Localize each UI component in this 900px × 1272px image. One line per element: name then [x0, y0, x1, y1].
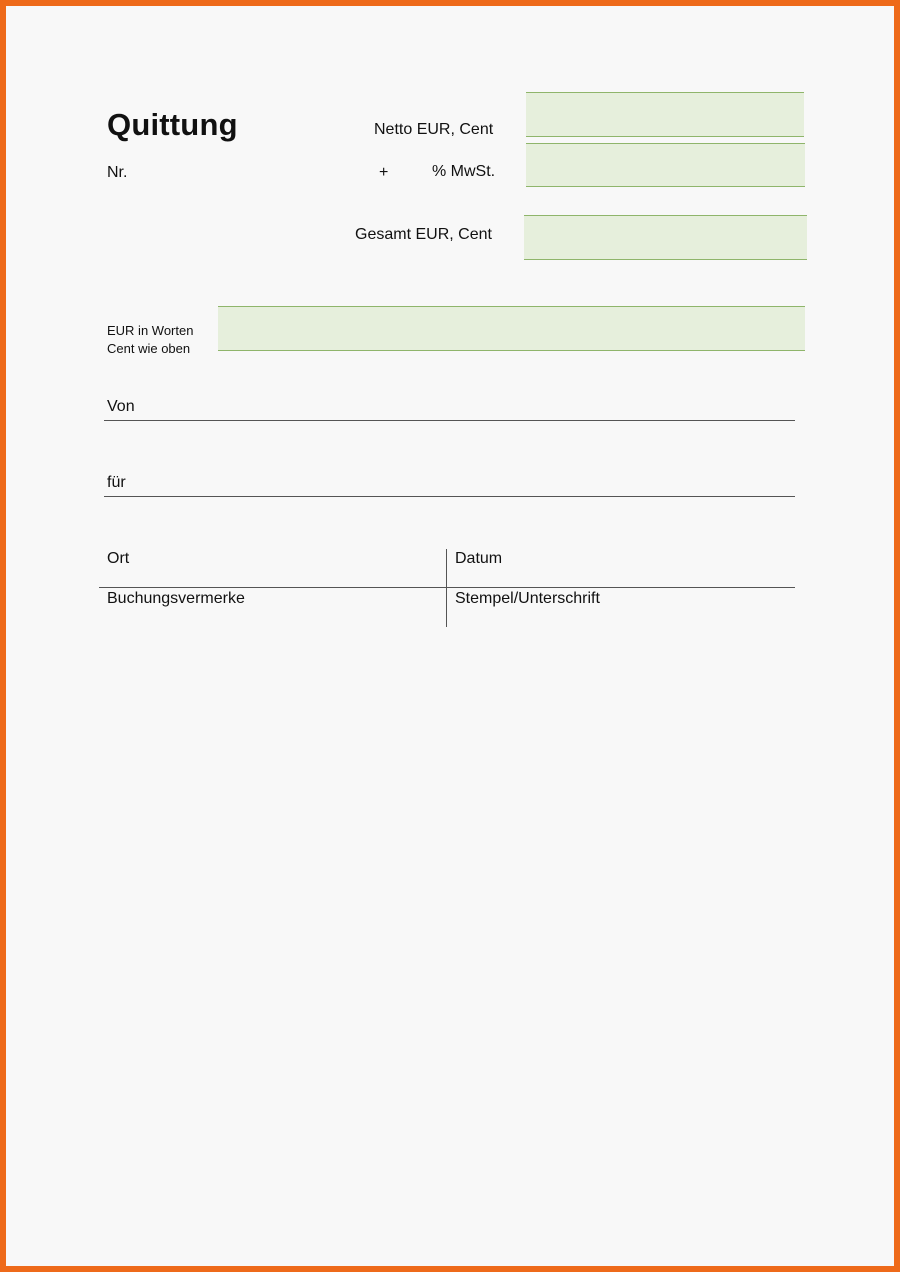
buchung-label: Buchungsvermerke	[107, 590, 245, 607]
fuer-line[interactable]	[104, 496, 795, 497]
stempel-label: Stempel/Unterschrift	[455, 590, 600, 607]
fuer-label: für	[107, 474, 126, 491]
gesamt-amount-field[interactable]	[524, 215, 807, 260]
ort-label: Ort	[107, 550, 130, 567]
datum-label: Datum	[455, 550, 503, 567]
mwst-label: % MwSt.	[432, 163, 496, 180]
nr-label: Nr.	[107, 164, 128, 181]
netto-amount-field[interactable]	[526, 92, 804, 137]
ort-datum-line[interactable]	[99, 587, 795, 588]
gesamt-label: Gesamt EUR, Cent	[355, 226, 492, 243]
column-divider	[446, 549, 447, 627]
von-label: Von	[107, 398, 135, 415]
von-line[interactable]	[104, 420, 795, 421]
receipt-title: Quittung	[107, 107, 238, 142]
words-label-line1: EUR in Worten	[107, 323, 194, 338]
amount-in-words-field[interactable]	[218, 306, 805, 351]
words-label-line2: Cent wie oben	[107, 341, 191, 356]
netto-label: Netto EUR, Cent	[374, 121, 494, 138]
plus-sign: +	[379, 164, 389, 181]
mwst-amount-field[interactable]	[526, 143, 805, 187]
